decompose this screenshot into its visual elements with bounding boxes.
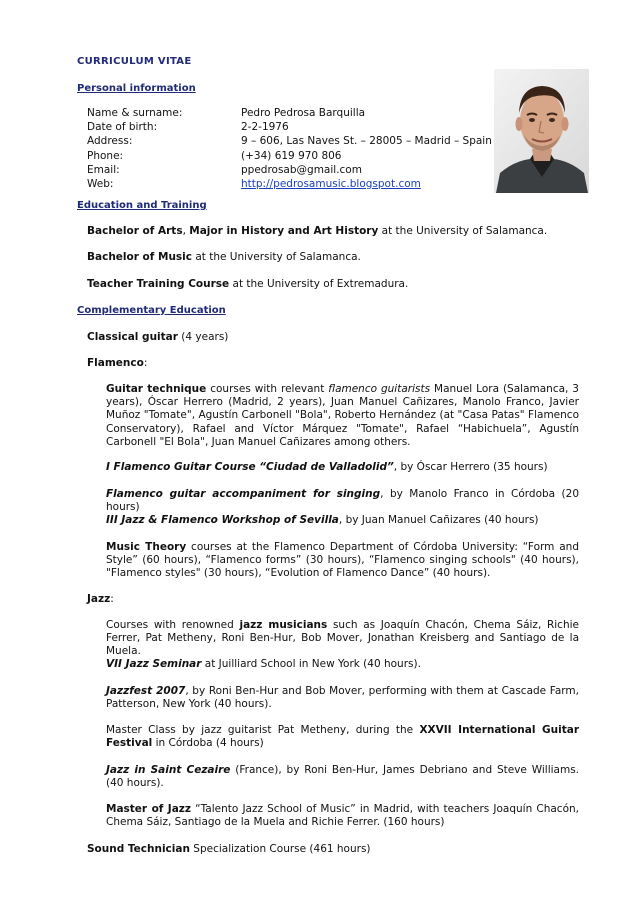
flamenco-technique-item [106, 383, 579, 449]
section-heading-education: Education and Training [77, 200, 207, 211]
pi-label: Phone: [87, 149, 124, 162]
flamenco-label [87, 357, 587, 370]
course-name: Master of Jazz [106, 803, 192, 815]
festival-name: XXVII International Guitar Festival [106, 724, 580, 750]
text: at the University of Salamanca. [378, 225, 548, 237]
course-name: Sound Technician [87, 843, 190, 855]
text: : [143, 357, 148, 369]
text: Master Class by jazz guitarist Pat Metheny, during the [106, 724, 420, 736]
text: in Córdoba (4 hours) [152, 737, 264, 750]
section-heading-complementary: Complementary Education [77, 305, 226, 316]
text: Specialization Course (461 hours) [189, 843, 371, 855]
text: , by Roni Ben-Hur and Bob Mover, performing with them at Cascade Farm, Patterson, New York (40 hours). [106, 685, 579, 711]
jazzfest-item [106, 685, 579, 711]
portrait-image [494, 69, 589, 193]
pi-value-dob: 2-2-1976 [241, 121, 289, 134]
pi-row-phone [87, 150, 492, 164]
major-name: Major in History and Art History [189, 225, 379, 237]
flamenco-accompaniment-item [106, 488, 579, 514]
pi-row-web [87, 178, 492, 192]
text: Manuel Lora (Salamanca, 3 years), Óscar Herrero (Madrid, 2 years), Juan Manuel Cañizares, Manolo Franco, Javier Muñoz "Tomate", Agustín Carbonell "Bola", Roberto Hernández (at "Casa Patas" Flamenco Conservatory), Rafael and Víctor Márquez "Tomate", Rafael “Habichuela”, Agustín Carbonell "El Bola", Juan Manuel Cañizares among others. [106, 383, 579, 448]
pi-label: Name & surname: [87, 107, 183, 119]
education-item-teacher [87, 278, 587, 291]
jazz-seminar-item [106, 658, 579, 671]
text: (4 years) [177, 331, 229, 343]
web-link[interactable]: http://pedrosamusic.blogspot.com [241, 177, 421, 190]
pi-label: Email: [87, 163, 120, 176]
pi-value-email: ppedrosab@gmail.com [241, 163, 362, 176]
jazz-courses-item [106, 619, 579, 659]
text: , by Óscar Herrero (35 hours) [393, 461, 548, 473]
category-label: Jazz [87, 593, 111, 605]
classical-guitar-item [87, 331, 587, 344]
degree-name: Bachelor of Arts [87, 225, 183, 237]
pi-row-name [87, 107, 492, 121]
personal-info-table [87, 107, 492, 192]
text: such as Joaquín Chacón, Chema Sáiz, Richie Ferrer, Pat Metheny, Roni Ben-Hur, Bob Mover, Jonathan Kreisberg and Santiago de la Muela. [106, 619, 579, 658]
pi-row-address [87, 135, 492, 149]
degree-name: Bachelor of Music [87, 251, 192, 263]
section-heading-personal: Personal information [77, 83, 196, 94]
pi-label: Address: [87, 135, 133, 148]
master-of-jazz-item [106, 803, 579, 829]
text: at Juilliard School in New York (40 hours). [201, 658, 421, 670]
education-item-arts [87, 225, 587, 238]
course-name: III Jazz & Flamenco Workshop of Sevilla [106, 514, 339, 526]
music-theory-item [106, 541, 579, 581]
flamenco-course-item [106, 461, 579, 474]
text: , [182, 225, 190, 237]
pi-value-address: 9 – 606, Las Naves St. – 28005 – Madrid – Spain [241, 135, 492, 148]
education-item-music [87, 251, 587, 264]
text: (France), by Roni Ben-Hur, James Debriano and Steve Williams. (40 hours). [106, 764, 580, 790]
text: : [110, 593, 114, 605]
text: courses with relevant [206, 383, 329, 395]
course-name: Jazz in Saint Cezaire [106, 764, 231, 776]
text: , by Juan Manuel Cañizares (40 hours) [338, 514, 539, 526]
cv-title: CURRICULUM VITAE [77, 56, 192, 67]
course-name: I Flamenco Guitar Course “Ciudad de Valladolid” [106, 461, 394, 473]
sound-technician-item [87, 843, 587, 856]
course-name: Guitar technique [106, 383, 207, 395]
text: courses at the Flamenco Department of Córdoba University: “Form and Style” (60 hours), “Flamenco forms” (30 hours), “Flamenco singing schools" (40 hours), "Flamenco styles" (30 hours), “Evolution of Flamenco Dance” (40 hours). [106, 541, 579, 580]
course-name: Classical guitar [87, 331, 178, 343]
jazz-label [87, 593, 587, 606]
pi-label: Date of birth: [87, 121, 158, 134]
masterclass-item [106, 724, 579, 750]
text: “Talento Jazz School of Music” in Madrid, with teachers Joaquín Chacón, Chema Sáiz, Santiago de la Muela and Richie Ferrer. (160 hours) [106, 803, 579, 829]
course-name: Flamenco guitar accompaniment for singing [106, 488, 381, 500]
category-label: Flamenco [87, 357, 144, 369]
text: at the University of Extremadura. [229, 278, 409, 290]
pi-row-dob [87, 121, 492, 135]
course-name: Music Theory [106, 541, 187, 553]
flamenco-workshop-item [106, 514, 579, 527]
emphasis-text: flamenco guitarists [328, 383, 431, 395]
course-name: VII Jazz Seminar [106, 658, 202, 670]
profile-photo [494, 69, 589, 193]
emphasis-text: jazz musicians [239, 619, 328, 631]
pi-row-email [87, 164, 492, 178]
pi-value-phone: (+34) 619 970 806 [241, 149, 342, 162]
course-name: Teacher Training Course [87, 278, 230, 290]
text: , by Manolo Franco in Córdoba (20 hours) [106, 488, 580, 514]
jazz-cezaire-item [106, 764, 579, 790]
pi-value-name: Pedro Pedrosa Barquilla [241, 107, 366, 119]
course-name: Jazzfest 2007 [106, 685, 186, 697]
text: at the University of Salamanca. [192, 251, 361, 263]
pi-label: Web: [87, 177, 114, 190]
text: Courses with renowned [106, 619, 240, 631]
